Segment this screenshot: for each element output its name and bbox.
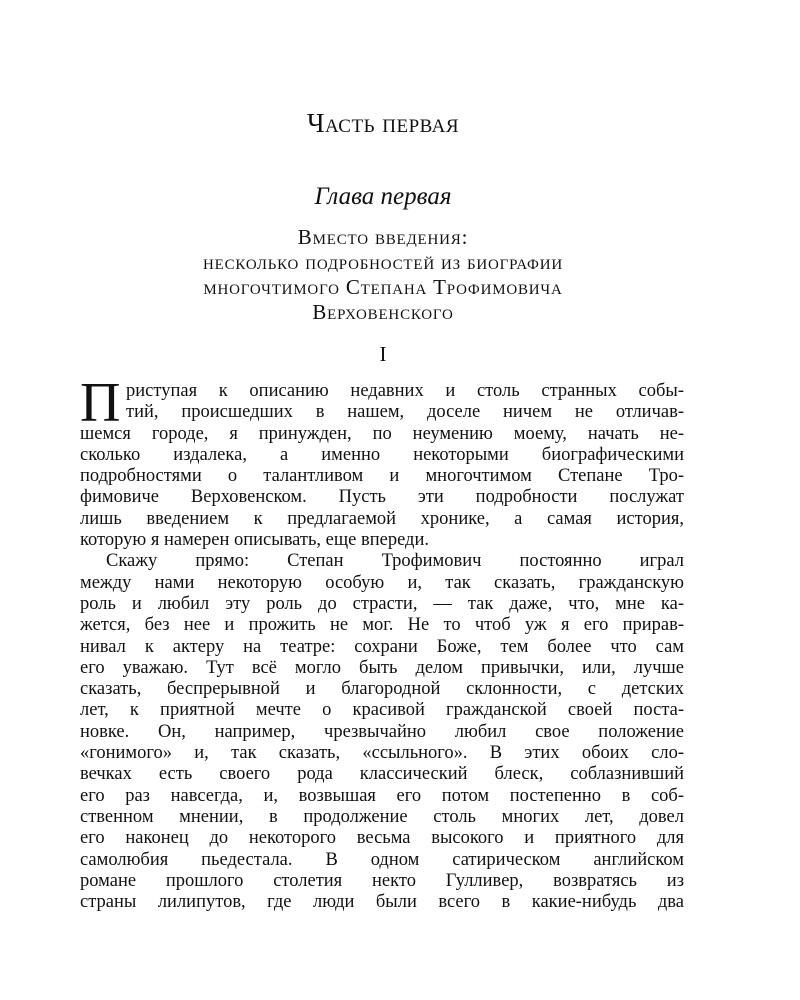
chapter-title: Глава первая bbox=[314, 183, 452, 210]
section-number: I bbox=[379, 342, 387, 366]
text-line: подробностями о талантливом и многочтимом Степане Тро- bbox=[80, 466, 684, 487]
text-line: ственном мнении, в продолжение столь многих лет, довел bbox=[80, 806, 684, 827]
text-line: его наконец до некоторого весьма высокого и приятного для bbox=[80, 828, 684, 849]
paragraph-1 bbox=[80, 372, 684, 551]
text-line: жется, без нее и прожить не мог. Не то чтоб уж я его прирав- bbox=[80, 615, 684, 636]
part-title: Часть первая bbox=[306, 108, 460, 138]
body-text bbox=[80, 372, 684, 913]
text-line: которую я намерен описывать, еще впереди. bbox=[80, 530, 429, 551]
text-line: его уважаю. Тут всё могло быть делом привычки, или, лучше bbox=[80, 657, 684, 678]
text-line: роль и любил эту роль до страсти, — так даже, что, мне ка- bbox=[80, 593, 684, 614]
chapter-subtitle bbox=[0, 225, 766, 325]
paragraph-2 bbox=[80, 551, 684, 913]
text-line: лет, к приятной мечте о красивой гражданской своей поста- bbox=[80, 700, 684, 721]
text-line: тий, происшедших в нашем, доселе ничем не отличав- bbox=[126, 402, 684, 423]
text-line: самолюбия пьедестала. В одном сатирическом английском bbox=[80, 849, 684, 870]
chapter-subtitle-line: несколько подробностей из биографии bbox=[203, 250, 563, 274]
chapter-subtitle-line: Верховенского bbox=[312, 300, 454, 324]
text-line: нивал к актеру на театре: сохрани Боже, тем более что сам bbox=[80, 636, 684, 657]
text-line: сказать, беспрерывной и благородной склонности, с детских bbox=[80, 679, 684, 700]
text-line: шемся городе, я принужден, по неумению моему, начать не- bbox=[80, 423, 684, 444]
chapter-subtitle-line: Вместо введения: bbox=[297, 225, 469, 249]
text-line: страны лилипутов, где люди были всего в какие-нибудь два bbox=[80, 892, 684, 913]
text-line: его раз навсегда, и, возвышая его потом постепенно в соб- bbox=[80, 785, 684, 806]
chapter-subtitle-line: многочтимого Степана Трофимовича bbox=[203, 275, 563, 299]
text-line: между нами некоторую особую и, так сказать, гражданскую bbox=[80, 572, 684, 593]
text-line: сколько издалека, а именно некоторыми биографическими bbox=[80, 444, 684, 465]
text-line: Скажу прямо: Степан Трофимович постоянно играл bbox=[106, 551, 684, 572]
text-line: риступая к описанию недавних и столь странных собы- bbox=[126, 381, 684, 401]
text-line: фимовиче Верховенском. Пусть эти подробности послужат bbox=[80, 487, 684, 508]
text-line: новке. Он, например, чрезвычайно любил свое положение bbox=[80, 721, 684, 742]
text-line: романе прошлого столетия некто Гулливер, возвратясь из bbox=[80, 870, 684, 891]
drop-cap: П bbox=[80, 372, 121, 434]
text-line: вечках есть своего рода классический блеск, соблазнивший bbox=[80, 764, 684, 785]
text-line: «гонимого» и, так сказать, «ссыльного». В этих обоих сло- bbox=[80, 743, 684, 764]
text-line: лишь введением к предлагаемой хронике, а самая история, bbox=[80, 508, 684, 529]
